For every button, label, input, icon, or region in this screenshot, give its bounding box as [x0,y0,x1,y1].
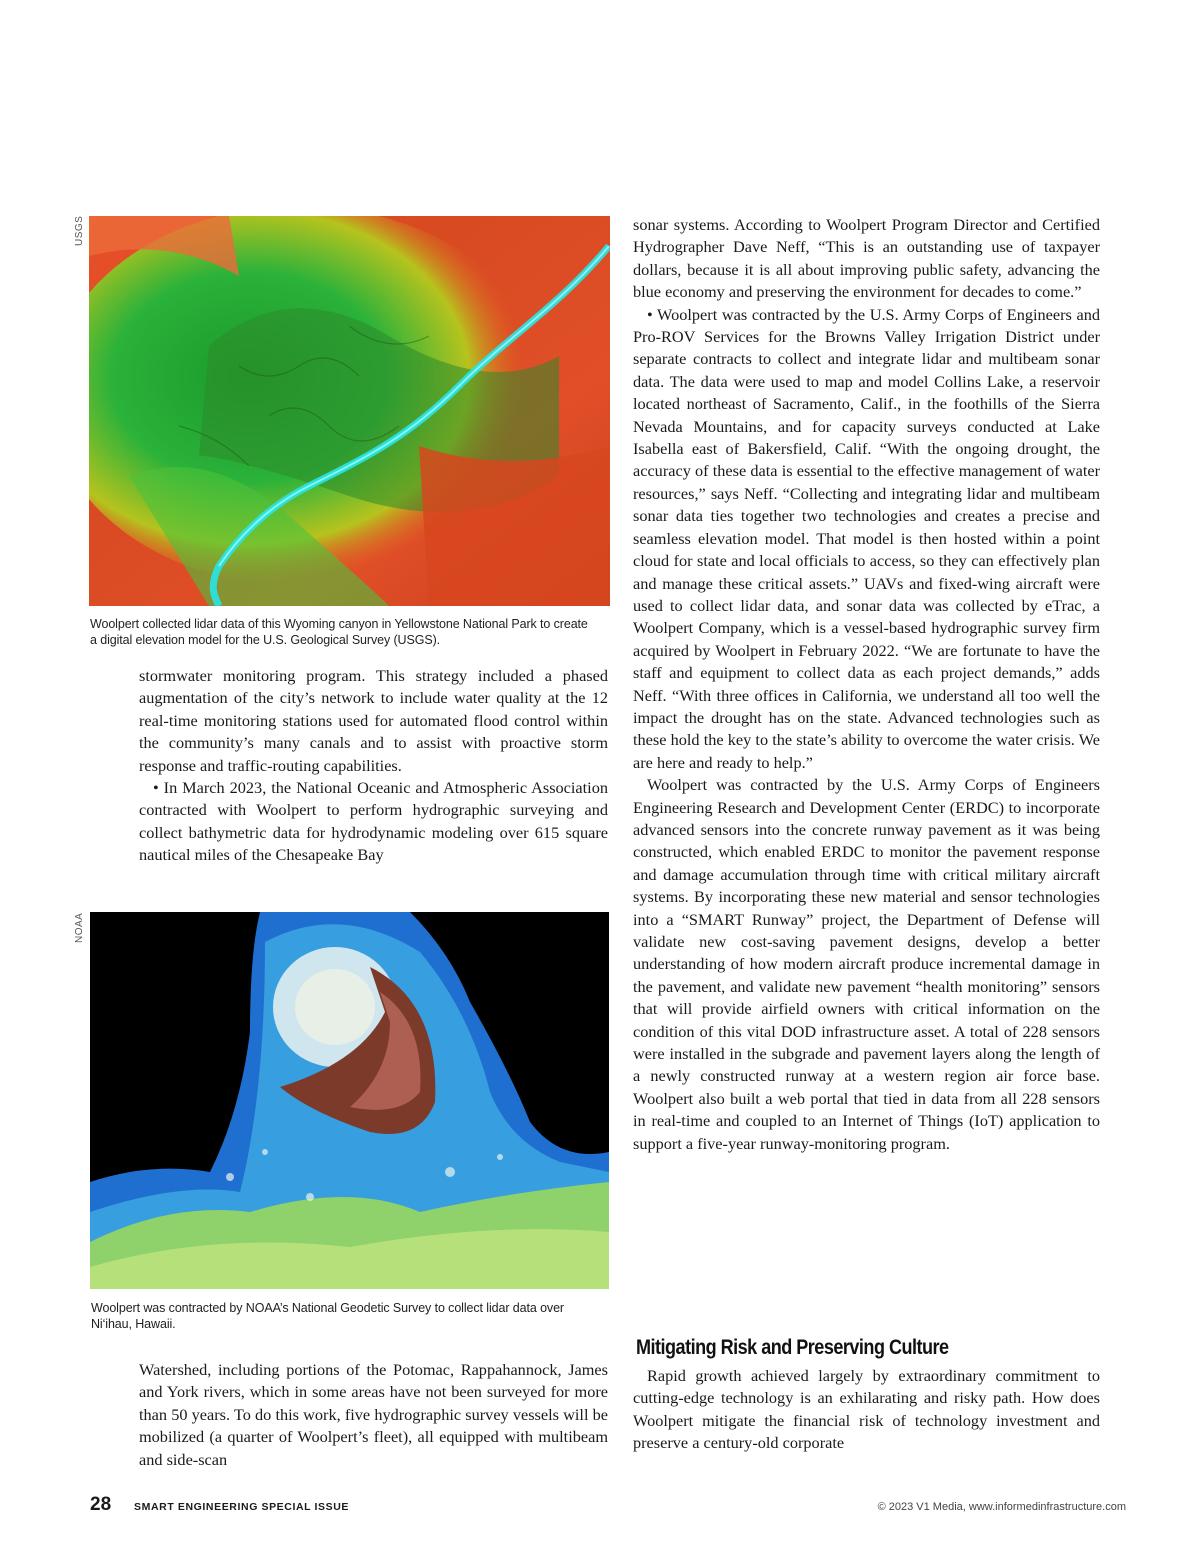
section-heading: Mitigating Risk and Preserving Culture [636,1336,949,1359]
figure-caption-noaa: Woolpert was contracted by NOAA’s National Geodetic Survey to collect lidar data over Ni‘ihau, Hawaii. [91,1301,564,1331]
body-paragraph: Rapid growth achieved largely by extraordinary commitment to cutting-edge technology is an exhilarating and risky path. How does Woolpert mitigate the financial risk of technology investment and preserve a century-old corporate [633,1366,1100,1453]
copyright-notice: © 2023 V1 Media, www.informedinfrastructure.com [877,1501,1126,1513]
figure-caption-usgs: Woolpert collected lidar data of this Wyoming canyon in Yellowstone National Park to create a digital elevation model for the U.S. Geological Survey (USGS). [90,617,588,647]
body-paragraph: stormwater monitoring program. This strategy included a phased augmentation of the city’s network to include water quality at the 12 real-time monitoring stations used for automated flood control within the community’s many canals and to assist with proactive storm response and traffic-routing capabilities. [139,666,608,775]
body-paragraph: sonar systems. According to Woolpert Program Director and Certified Hydrographer Dave Neff, “This is an outstanding use of taxpayer dollars, because it is all about improving public safety, advancing the blue economy and preserving the environment for decades to come.” [633,215,1100,302]
body-paragraph: • Woolpert was contracted by the U.S. Army Corps of Engineers and Pro-ROV Services for the Browns Valley Irrigation District under separate contracts to collect and integrate lidar and multibeam sonar data. The data were used to map and model Collins Lake, a reservoir located northeast of Sacramento, Calif., in the foothills of the Sierra Nevada Mountains, and for capacity surveys conducted at Lake Isabella east of Bakersfield, Calif. “With the ongoing drought, the accuracy of these data is essential to the effective management of water resources,” says Neff. “Collecting and integrating lidar and multibeam sonar data ties together two technologies and creates a precise and seamless elevation model. That model is then hosted within a point cloud for state and local officials to access, so they can effectively plan and manage these critical assets.” UAVs and fixed-wing aircraft were used to collect lidar data, and sonar data was collected by eTrac, a Woolpert Company, which is a vessel-based hydrographic survey firm acquired by Woolpert in February 2022. “We are fortunate to have the staff and equipment to collect data as each project demands,” adds Neff. “With three offices in California, we understand all too well the impact the drought has on the state. Advanced technologies such as these hold the key to the state’s ability to overcome the water crisis. We are here and ready to help.” [633,304,1100,772]
body-paragraph: • In March 2023, the National Oceanic and Atmospheric Association contracted with Woolpert to perform hydrographic surveying and collect bathymetric data for hydrodynamic modeling over 615 square nautical miles of the Chesapeake Bay [139,778,608,865]
left-column-upper [139,665,608,867]
left-column-lower [139,1359,608,1471]
photo-credit-noaa: NOAA [74,912,85,943]
body-paragraph: Watershed, including portions of the Potomac, Rappahannock, James and York rivers, which in some areas have not been surveyed for more than 50 years. To do this work, five hydrographic survey vessels will be mobilized (a quarter of Woolpert’s fleet), all equipped with multibeam and side-scan [139,1360,608,1469]
issue-title: SMART ENGINEERING SPECIAL ISSUE [134,1501,350,1513]
photo-credit-usgs: USGS [74,215,85,246]
section-body [633,1365,1100,1455]
body-paragraph: Woolpert was contracted by the U.S. Army Corps of Engineers Engineering Research and Development Center (ERDC) to incorporate advanced sensors into the concrete runway pavement as it was being constructed, which enabled ERDC to monitor the pavement response and damage accumulation through time with critical military aircraft systems. By incorporating these new material and sensor technologies into a “SMART Runway” project, the Department of Defense will validate new cost-saving pavement designs, develop a better understanding of how modern aircraft produce incremental damage in the pavement, and validate new pavement “health monitoring” sensors that will provide airfield owners with critical information on the condition of this vital DOD infrastructure asset. A total of 228 sensors were installed in the subgrade and pavement layers along the length of a newly constructed runway at a western region air force base. Woolpert also built a web portal that tied in data from all 228 sensors in real-time and coupled to an Internet of Things (IoT) application to support a five-year runway-monitoring program. [633,775,1100,1153]
lidar-niihau-image [90,912,609,1289]
lidar-canyon-image [89,216,610,606]
page-number: 28 [90,1494,112,1515]
right-column [633,214,1100,1155]
